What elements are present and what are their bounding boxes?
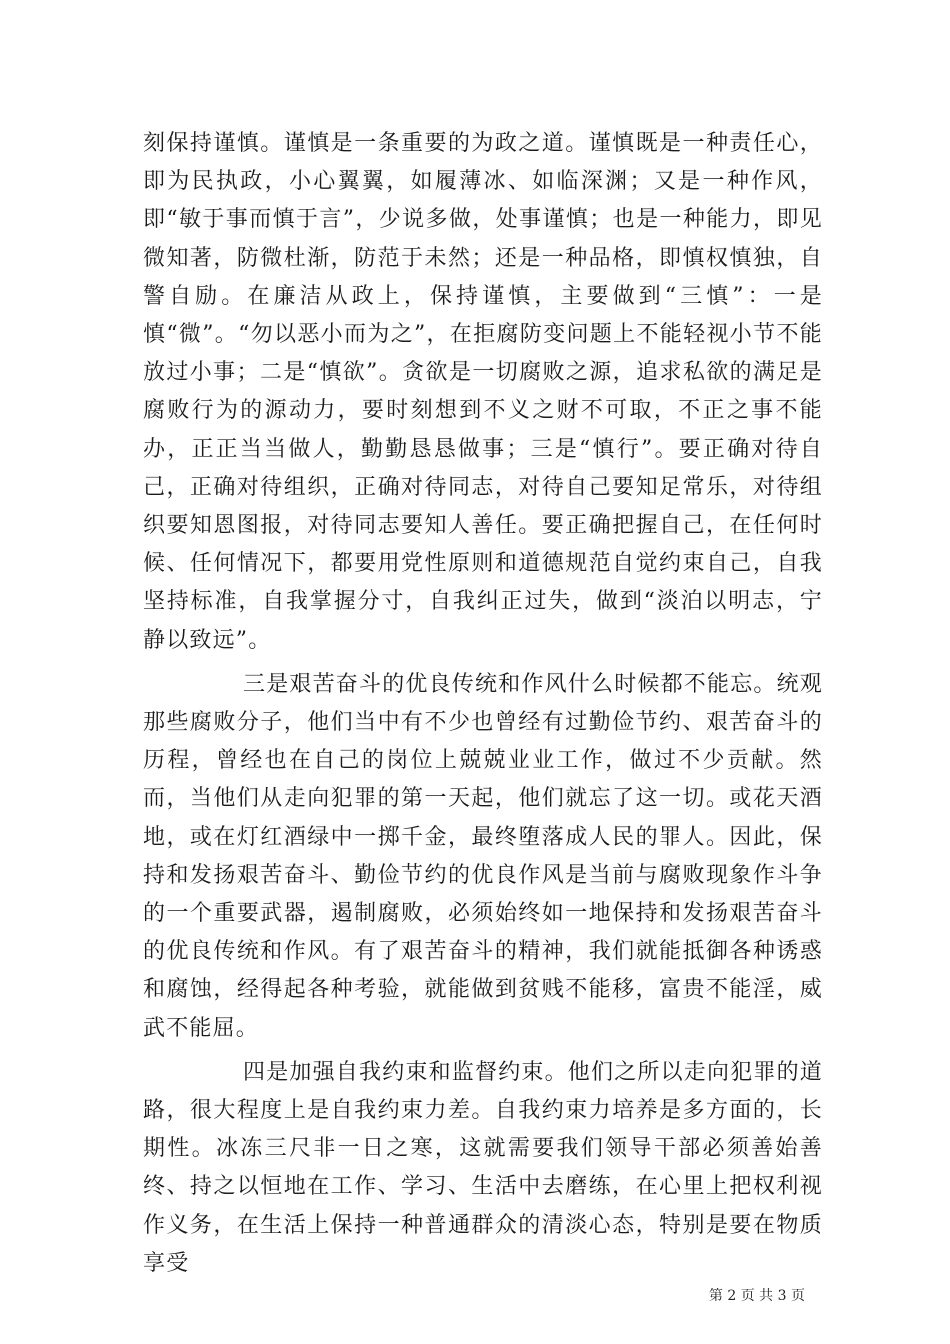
paragraph-continuation: 刻保持谨慎。谨慎是一条重要的为政之道。谨慎既是一种责任心，即为民执政，小心翼翼，如履薄冰、如临深渊；又是一种作风，即“敏于事而慎于言”，少说多做，处事谨慎；也是一种能力，即见微知著，防微杜渐，防范于未然；还是一种品格，即慎权慎独，自警自励。在廉洁从政上，保持谨慎，主要做到“三慎”：一是慎“微”。“勿以恶小而为之”，在拒腐防变问题上不能轻视小节不能放过小事；二是“慎欲”。贪欲是一切腐败之源，追求私欲的满足是腐败行为的源动力，要时刻想到不义之财不可取，不正之事不能办，正正当当做人，勤勤恳恳做事；三是“慎行”。要正确对待自己，正确对待组织，正确对待同志，对待自己要知足常乐，对待组织要知恩图报，对待同志要知人善任。要正确把握自己，在任何时候、任何情况下，都要用党性原则和道德规范自觉约束自己，自我坚持标准，自我掌握分寸，自我纠正过失，做到“淡泊以明志，宁静以致远”。 (143, 131, 823, 653)
page-number-footer: 第 2 页 共 3 页 (708, 1288, 805, 1304)
document-body (143, 125, 823, 1283)
paragraph-point-three: 三是艰苦奋斗的优良传统和作风什么时候都不能忘。统观那些腐败分子，他们当中有不少也曾经有过勤俭节约、艰苦奋斗的历程，曾经也在自己的岗位上兢兢业业工作，做过不少贡献。然而，当他们从走向犯罪的第一天起，他们就忘了这一切。或花天酒地，或在灯红酒绿中一掷千金，最终堕落成人民的罪人。因此，保持和发扬艰苦奋斗、勤俭节约的优良作风是当前与腐败现象作斗争的一个重要武器，遏制腐败，必须始终如一地保持和发扬艰苦奋斗的优良传统和作风。有了艰苦奋斗的精神，我们就能抵御各种诱惑和腐蚀，经得起各种考验，就能做到贫贱不能移，富贵不能淫，威武不能屈。 (143, 671, 824, 1041)
paragraph-point-four: 四是加强自我约束和监督约束。他们之所以走向犯罪的道路，很大程度上是自我约束力差。自我约束力培养是多方面的，长期性。冰冻三尺非一日之寒，这就需要我们领导干部必须善始善终、持之以恒地在工作、学习、生活中去磨练，在心里上把权利视作义务，在生活上保持一种普通群众的清淡心态，特别是要在物质享受 (143, 1059, 824, 1276)
